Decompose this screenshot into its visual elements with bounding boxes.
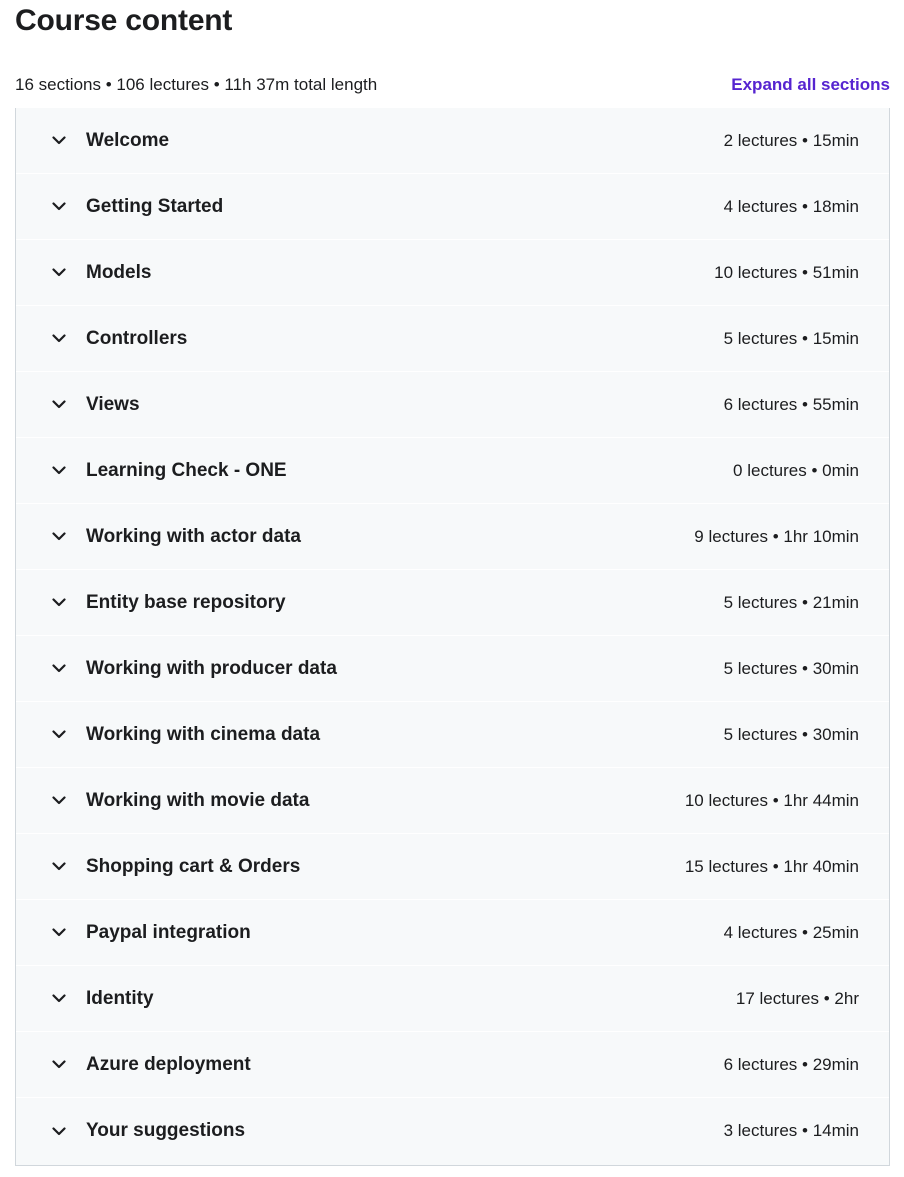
section-title: Identity [86, 987, 154, 1009]
section-meta: 6 lectures • 29min [723, 1054, 859, 1074]
section-title: Learning Check - ONE [86, 459, 287, 481]
section-title: Views [86, 393, 140, 415]
section-title: Working with producer data [86, 657, 337, 679]
section-title: Shopping cart & Orders [86, 855, 301, 877]
chevron-down-icon [50, 528, 68, 546]
section-meta: 3 lectures • 14min [723, 1121, 859, 1140]
chevron-down-icon [50, 792, 68, 810]
chevron-down-icon [50, 462, 68, 480]
chevron-down-icon [50, 594, 68, 612]
section-header[interactable] [16, 1098, 889, 1164]
section-title: Controllers [86, 327, 188, 349]
chevron-down-icon [50, 264, 68, 282]
section-title: Entity base repository [86, 591, 286, 613]
course-summary: 16 sections • 106 lectures • 11h 37m total length [15, 75, 378, 94]
section-title: Paypal integration [86, 921, 251, 943]
section-meta: 10 lectures • 1hr 44min [684, 790, 859, 810]
section-header[interactable] [16, 438, 889, 504]
section-header[interactable] [16, 570, 889, 636]
section-meta: 5 lectures • 15min [723, 328, 859, 348]
section-header[interactable] [16, 702, 889, 768]
section-header[interactable] [16, 240, 889, 306]
section-title: Working with movie data [86, 789, 310, 811]
section-title: Getting Started [86, 195, 224, 217]
section-meta: 0 lectures • 0min [733, 460, 859, 480]
chevron-down-icon [50, 726, 68, 744]
section-header[interactable] [16, 504, 889, 570]
section-meta: 4 lectures • 25min [723, 922, 859, 942]
chevron-down-icon [50, 924, 68, 942]
section-header[interactable] [16, 834, 889, 900]
section-meta: 5 lectures • 30min [723, 658, 859, 678]
section-header[interactable] [16, 768, 889, 834]
section-header[interactable] [16, 966, 889, 1032]
section-meta: 9 lectures • 1hr 10min [694, 526, 859, 546]
section-header[interactable] [16, 372, 889, 438]
section-meta: 17 lectures • 2hr [735, 988, 859, 1008]
section-meta: 2 lectures • 15min [723, 130, 859, 150]
section-meta: 6 lectures • 55min [723, 394, 859, 414]
section-title: Your suggestions [86, 1120, 246, 1141]
summary-row [15, 72, 890, 98]
section-header[interactable] [16, 900, 889, 966]
section-meta: 10 lectures • 51min [714, 262, 859, 282]
chevron-down-icon [50, 198, 68, 216]
chevron-down-icon [50, 1056, 68, 1074]
chevron-down-icon [50, 990, 68, 1008]
chevron-down-icon [50, 132, 68, 150]
section-header[interactable] [16, 636, 889, 702]
section-header[interactable] [16, 174, 889, 240]
page-title: Course content [15, 4, 233, 37]
section-title: Working with actor data [86, 525, 302, 547]
section-title: Models [86, 261, 152, 283]
expand-all-button[interactable]: Expand all sections [731, 75, 890, 94]
section-header[interactable] [16, 306, 889, 372]
section-meta: 5 lectures • 21min [723, 592, 859, 612]
chevron-down-icon [50, 1122, 68, 1140]
chevron-down-icon [50, 396, 68, 414]
chevron-down-icon [50, 858, 68, 876]
section-title: Welcome [86, 129, 170, 151]
section-title: Working with cinema data [86, 723, 321, 745]
section-header[interactable] [16, 108, 889, 174]
section-meta: 15 lectures • 1hr 40min [684, 856, 859, 876]
section-title: Azure deployment [86, 1053, 251, 1075]
section-header[interactable] [16, 1032, 889, 1098]
chevron-down-icon [50, 330, 68, 348]
section-meta: 4 lectures • 18min [723, 196, 859, 216]
chevron-down-icon [50, 660, 68, 678]
section-meta: 5 lectures • 30min [723, 724, 859, 744]
sections-accordion [15, 108, 890, 1166]
